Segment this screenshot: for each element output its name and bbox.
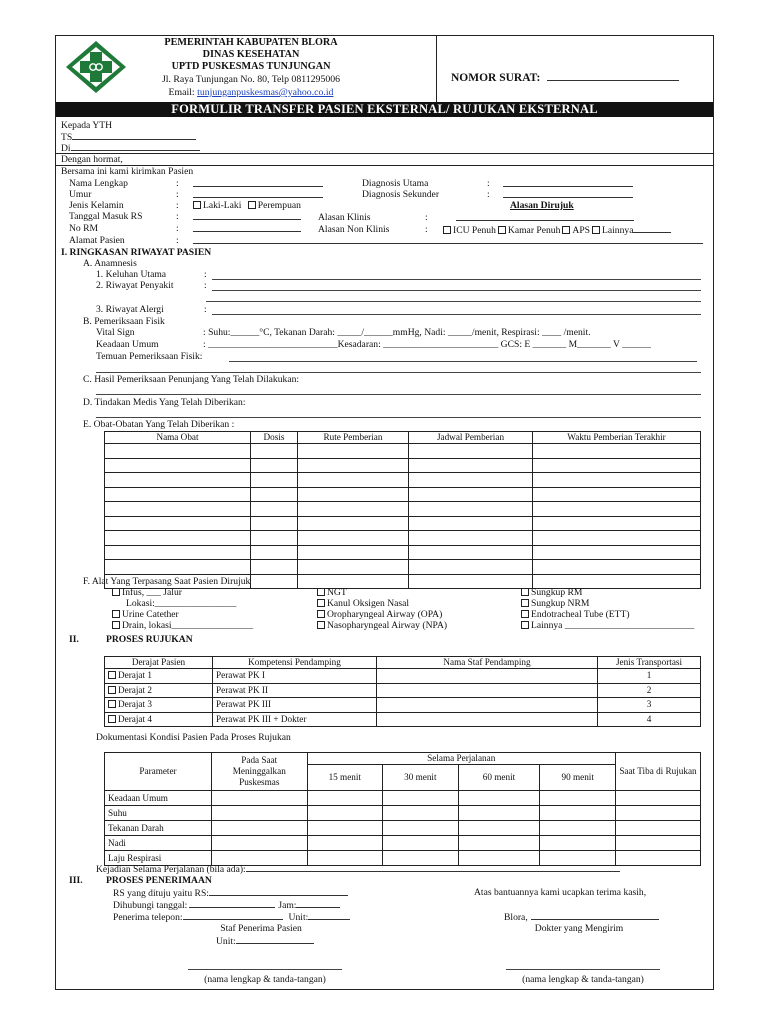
no-rm-label: No RM	[69, 223, 99, 234]
m60-header: 60 menit	[458, 765, 540, 791]
colon: :	[487, 189, 490, 200]
derajat-checkbox[interactable]	[108, 686, 116, 694]
alasan-klinis-field[interactable]	[456, 212, 634, 221]
rs-row	[113, 887, 348, 899]
laki-label: Laki-Laki	[203, 200, 242, 211]
obat-table	[104, 431, 701, 589]
obat-col-header: Dosis	[251, 432, 298, 444]
transport-cell: 3	[598, 698, 701, 713]
unit2-field[interactable]	[236, 935, 314, 944]
riwayat-penyakit-field-2[interactable]	[206, 301, 701, 302]
header-line2: DINAS KESEHATAN	[202, 49, 300, 60]
keluhan-label: 1. Keluhan Utama	[96, 269, 167, 280]
pada-saat-header: Pada Saat Meninggalkan Puskesmas	[212, 753, 307, 791]
staf-cell[interactable]	[377, 683, 598, 698]
param-cell: Laju Respirasi	[105, 851, 212, 866]
ts-field[interactable]	[72, 131, 196, 140]
diag-sekunder-label: Diagnosis Sekunder	[362, 189, 440, 200]
transport-cell: 1	[598, 669, 701, 684]
alat-item-label: Kanul Oksigen Nasal	[327, 598, 410, 609]
laki-checkbox[interactable]	[193, 201, 201, 209]
table-row[interactable]	[105, 458, 701, 473]
vital-fields[interactable]: : Suhu:______°C, Tekanan Darah: _____/______mmHg, Nadi: _____/menit, Respirasi: ____ /menit.	[203, 327, 591, 338]
alat-item-label: Infus, ___ Jalur	[122, 587, 182, 598]
sign-caption-staf: (nama lengkap & tanda-tangan)	[204, 974, 326, 985]
dokter-label: Dokter yang Mengirim	[534, 923, 624, 934]
signature-line-staf[interactable]	[188, 969, 342, 970]
alat-item	[112, 620, 253, 631]
param-cell: Nadi	[105, 836, 212, 851]
kompetensi-cell: Perawat PK III + Dokter	[213, 712, 377, 727]
param-cell: Keadaan Umum	[105, 791, 212, 806]
alat-item	[317, 609, 442, 620]
ngt-checkbox[interactable]	[317, 588, 325, 596]
kejadian-label: Kejadian Selama Perjalanan (bila ada):	[96, 864, 246, 875]
ett-checkbox[interactable]	[521, 610, 529, 618]
form-title: FORMULIR TRANSFER PASIEN EKSTERNAL/ RUJUKAN EKSTERNAL	[56, 102, 713, 117]
table-row[interactable]	[105, 560, 701, 575]
alat-item-label: Lainnya ___________________________	[531, 620, 695, 631]
table-row[interactable]	[105, 806, 701, 821]
colon: :	[425, 224, 428, 235]
colon: :	[176, 223, 179, 234]
colon: :	[204, 269, 207, 280]
header-email-row	[136, 87, 366, 98]
unit2-row	[216, 935, 314, 947]
alat-item-label: Nasopharyngeal Airway (NPA)	[327, 620, 448, 631]
puskesmas-logo-icon	[65, 40, 127, 94]
table-row[interactable]	[105, 698, 701, 713]
obat-label: E. Obat-Obatan Yang Telah Diberikan :	[83, 419, 235, 430]
table-row[interactable]	[105, 473, 701, 488]
colon: :	[176, 178, 179, 189]
infus-checkbox[interactable]	[112, 588, 120, 596]
derajat-label: Derajat 1	[118, 670, 152, 681]
section1-heading: I. RINGKASAN RIWAYAT PASIEN	[61, 247, 212, 258]
derajat-checkbox[interactable]	[108, 715, 116, 723]
derajat-header-row	[105, 657, 701, 669]
rs-label: RS yang dituju yaitu RS:	[113, 888, 209, 899]
lainnya-field[interactable]	[633, 224, 671, 233]
tiba-header: Saat Tiba di Rujukan	[615, 753, 700, 791]
umur-field[interactable]	[193, 189, 323, 198]
sungkup-rm-checkbox[interactable]	[521, 588, 529, 596]
alat-item	[521, 609, 630, 620]
alat-item	[112, 587, 182, 598]
icu-checkbox[interactable]	[443, 226, 451, 234]
anamnesis-label: A. Anamnesis	[83, 258, 137, 269]
perempuan-label: Perempuan	[257, 200, 301, 211]
header-address: Jl. Raya Tunjungan No. 80, Telp 0811295006	[161, 74, 341, 85]
derajat-label: Derajat 3	[118, 699, 152, 710]
alamat-field[interactable]	[193, 235, 703, 244]
temuan-label: Temuan Pemeriksaan Fisik:	[96, 351, 203, 362]
aps-label: APS	[572, 225, 591, 236]
alat-item	[521, 598, 589, 609]
signature-line-dokter[interactable]	[506, 969, 660, 970]
colon: :	[176, 200, 179, 211]
lokasi-field[interactable]: Lokasi:_________________	[126, 598, 237, 609]
staf-cell[interactable]	[377, 712, 598, 727]
ts-label: TS	[61, 132, 73, 143]
alat-item	[317, 598, 409, 609]
alamat-label: Alamat Pasien	[69, 235, 125, 246]
kompetensi-cell: Perawat PK III	[213, 698, 377, 713]
unit-field[interactable]	[308, 911, 350, 920]
lainnya-label: Lainnya	[602, 225, 634, 236]
alat-item	[112, 609, 179, 620]
dihubungi-field[interactable]	[189, 899, 275, 908]
alat-item-label: Urine Catether	[122, 609, 179, 620]
icu-label: ICU Penuh	[453, 225, 496, 236]
tindakan-field[interactable]	[96, 417, 701, 418]
table-row[interactable]	[105, 487, 701, 502]
blora-date-field[interactable]	[531, 911, 659, 920]
kirim-label: Bersama ini kami kirimkan Pasien	[61, 166, 194, 177]
kamar-checkbox[interactable]	[498, 226, 506, 234]
penerima-label: Penerima telepon:	[113, 912, 183, 923]
kondisi-table	[104, 752, 701, 866]
kompetensi-cell: Perawat PK II	[213, 683, 377, 698]
lainnya-checkbox[interactable]	[592, 226, 600, 234]
di-field[interactable]	[71, 142, 200, 151]
alat-item-label: NGT	[327, 587, 347, 598]
dihubungi-row	[113, 899, 340, 911]
staf-cell[interactable]	[377, 698, 598, 713]
table-row[interactable]	[105, 836, 701, 851]
colon: :	[176, 211, 179, 222]
derajat-checkbox[interactable]	[108, 671, 116, 679]
alat-item-label: Drain, lokasi_________________	[122, 620, 254, 631]
tindakan-label: D. Tindakan Medis Yang Telah Diberikan:	[83, 397, 246, 408]
m30-header: 30 menit	[383, 765, 459, 791]
obat-col-header: Rute Pemberian	[298, 432, 409, 444]
tgl-masuk-field[interactable]	[193, 211, 301, 220]
table-row[interactable]	[105, 821, 701, 836]
drain-checkbox[interactable]	[112, 621, 120, 629]
alat-label: F. Alat Yang Terpasang Saat Pasien Dirujuk	[83, 576, 251, 587]
derajat-checkbox[interactable]	[108, 700, 116, 708]
header-line3: UPTD PUSKESMAS TUNJUNGAN	[171, 61, 331, 72]
derajat-table	[104, 656, 701, 727]
section3-num: III.	[69, 875, 83, 886]
colon: :	[425, 212, 428, 223]
opa-checkbox[interactable]	[317, 610, 325, 618]
derajat-label: Derajat 4	[118, 713, 152, 724]
tgl-masuk-label: Tanggal Masuk RS	[69, 211, 143, 222]
staf-label: Staf Penerima Pasien	[220, 923, 302, 934]
alasan-non-klinis-label: Alasan Non Klinis	[318, 224, 390, 235]
penerima-field[interactable]	[183, 911, 283, 920]
alasan-dirujuk-label: Alasan Dirujuk	[510, 200, 574, 211]
jk-label: Jenis Kelamin	[69, 200, 124, 211]
terima-kasih-label: Atas bantuannya kami ucapkan terima kasih,	[474, 887, 647, 898]
header-email-link[interactable]: tunjunganpuskesmas@yahoo.co.id	[197, 87, 334, 98]
nomor-surat-field[interactable]	[547, 72, 679, 81]
blora-row	[504, 911, 659, 923]
nama-label: Nama Lengkap	[69, 178, 128, 189]
table-row[interactable]	[105, 683, 701, 698]
colon: :	[204, 304, 207, 315]
header-email-label: Email:	[168, 87, 195, 98]
kejadian-row	[96, 863, 620, 875]
table-row[interactable]	[105, 791, 701, 806]
sungkup-nrm-checkbox[interactable]	[521, 599, 529, 607]
selama-header: Selama Perjalanan	[307, 753, 615, 765]
diag-utama-label: Diagnosis Utama	[362, 178, 429, 189]
unit2-label: Unit:	[216, 936, 236, 947]
penunjang-label: C. Hasil Pemeriksaan Penunjang Yang Telah Dilakukan:	[83, 374, 300, 385]
kepada-label: Kepada YTH	[61, 120, 113, 131]
perempuan-checkbox[interactable]	[248, 201, 256, 209]
sign-caption-dokter: (nama lengkap & tanda-tangan)	[522, 974, 644, 985]
table-row[interactable]	[105, 444, 701, 459]
m15-header: 15 menit	[307, 765, 383, 791]
alat-item	[126, 598, 236, 609]
penunjang-field[interactable]	[96, 394, 701, 395]
derajat-col-header: Kompetensi Pendamping	[213, 657, 377, 669]
param-cell: Tekanan Darah	[105, 821, 212, 836]
kondisi-header-row	[105, 753, 701, 765]
obat-header-row	[105, 432, 701, 444]
kejadian-field[interactable]	[246, 863, 620, 872]
diag-sekunder-field[interactable]	[503, 189, 633, 198]
table-row[interactable]	[105, 531, 701, 546]
alat-item-label: Sungkup NRM	[531, 598, 590, 609]
table-row[interactable]	[105, 712, 701, 727]
blora-label: Blora,	[504, 912, 528, 923]
table-row[interactable]	[105, 669, 701, 684]
colon: :	[204, 280, 207, 291]
npa-checkbox[interactable]	[317, 621, 325, 629]
kanul-checkbox[interactable]	[317, 599, 325, 607]
alat-item	[521, 620, 694, 631]
nomor-surat-row	[451, 72, 679, 84]
alat-item	[317, 620, 447, 631]
keadaan-label: Keadaan Umum	[96, 339, 159, 350]
jam-label: Jam:	[278, 900, 297, 911]
alat-item	[521, 587, 582, 598]
derajat-col-header: Nama Staf Pendamping	[377, 657, 598, 669]
jk-options	[193, 200, 301, 211]
kompetensi-cell: Perawat PK I	[213, 669, 377, 684]
parameter-header: Parameter	[105, 753, 212, 791]
obat-col-header: Nama Obat	[105, 432, 251, 444]
obat-col-header: Jadwal Pemberian	[409, 432, 533, 444]
colon: :	[487, 178, 490, 189]
alat-lainnya-checkbox[interactable]	[521, 621, 529, 629]
aps-checkbox[interactable]	[562, 226, 570, 234]
table-row[interactable]	[105, 502, 701, 517]
m90-header: 90 menit	[540, 765, 616, 791]
no-rm-field[interactable]	[193, 223, 301, 232]
alat-item-label: Sungkup RM	[531, 587, 583, 598]
temuan-field[interactable]	[229, 361, 697, 362]
unit-label: Unit:	[288, 912, 309, 923]
di-label: Di	[61, 143, 71, 154]
nama-field[interactable]	[193, 178, 323, 187]
alasan-klinis-label: Alasan Klinis	[318, 212, 371, 223]
kamar-label: Kamar Penuh	[507, 225, 561, 236]
temuan-field-2[interactable]	[96, 372, 701, 373]
nomor-surat-label: NOMOR SURAT:	[451, 72, 541, 84]
table-row[interactable]	[105, 545, 701, 560]
referral-form	[55, 35, 714, 990]
dokumentasi-label: Dokumentasi Kondisi Pasien Pada Proses Rujukan	[96, 732, 291, 743]
keluhan-field[interactable]	[212, 279, 701, 280]
derajat-label: Derajat 2	[118, 684, 152, 695]
derajat-col-header: Derajat Pasien	[105, 657, 213, 669]
penerima-row	[113, 911, 350, 923]
transport-cell: 2	[598, 683, 701, 698]
derajat-col-header: Jenis Transportasi	[598, 657, 701, 669]
alergi-label: 3. Riwayat Alergi	[96, 304, 164, 315]
vital-label: Vital Sign	[96, 327, 135, 338]
riwayat-penyakit-label: 2. Riwayat Penyakit	[96, 280, 174, 291]
section2-num: II.	[69, 634, 79, 645]
urine-checkbox[interactable]	[112, 610, 120, 618]
colon: :	[176, 189, 179, 200]
section3-heading: PROSES PENERIMAAN	[106, 875, 212, 886]
section2-heading: PROSES RUJUKAN	[106, 634, 193, 645]
table-row[interactable]	[105, 516, 701, 531]
pemeriksaan-label: B. Pemeriksaan Fisik	[83, 316, 165, 327]
obat-col-header: Waktu Pemberian Terakhir	[533, 432, 701, 444]
hormat-label: Dengan hormat,	[61, 154, 123, 165]
riwayat-penyakit-field[interactable]	[212, 290, 701, 291]
rs-field[interactable]	[209, 887, 348, 896]
staf-cell[interactable]	[377, 669, 598, 684]
dihubungi-label: Dihubungi tanggal:	[113, 900, 188, 911]
jam-field[interactable]	[296, 899, 340, 908]
alat-item-label: Endotracheal Tube (ETT)	[531, 609, 630, 620]
param-cell: Suhu	[105, 806, 212, 821]
alat-item-label: Oropharyngeal Airway (OPA)	[327, 609, 443, 620]
transport-cell: 4	[598, 712, 701, 727]
colon: :	[176, 235, 179, 246]
keadaan-fields[interactable]: : ___________________________Kesadaran: ________________________ GCS: E _______ M_______ V ______	[203, 339, 651, 350]
alergi-field[interactable]	[212, 314, 701, 315]
header-line1: PEMERINTAH KABUPATEN BLORA	[164, 37, 338, 48]
non-klinis-options	[443, 224, 671, 236]
diag-utama-field[interactable]	[503, 178, 633, 187]
alat-item	[317, 587, 347, 598]
umur-label: Umur	[69, 189, 92, 200]
